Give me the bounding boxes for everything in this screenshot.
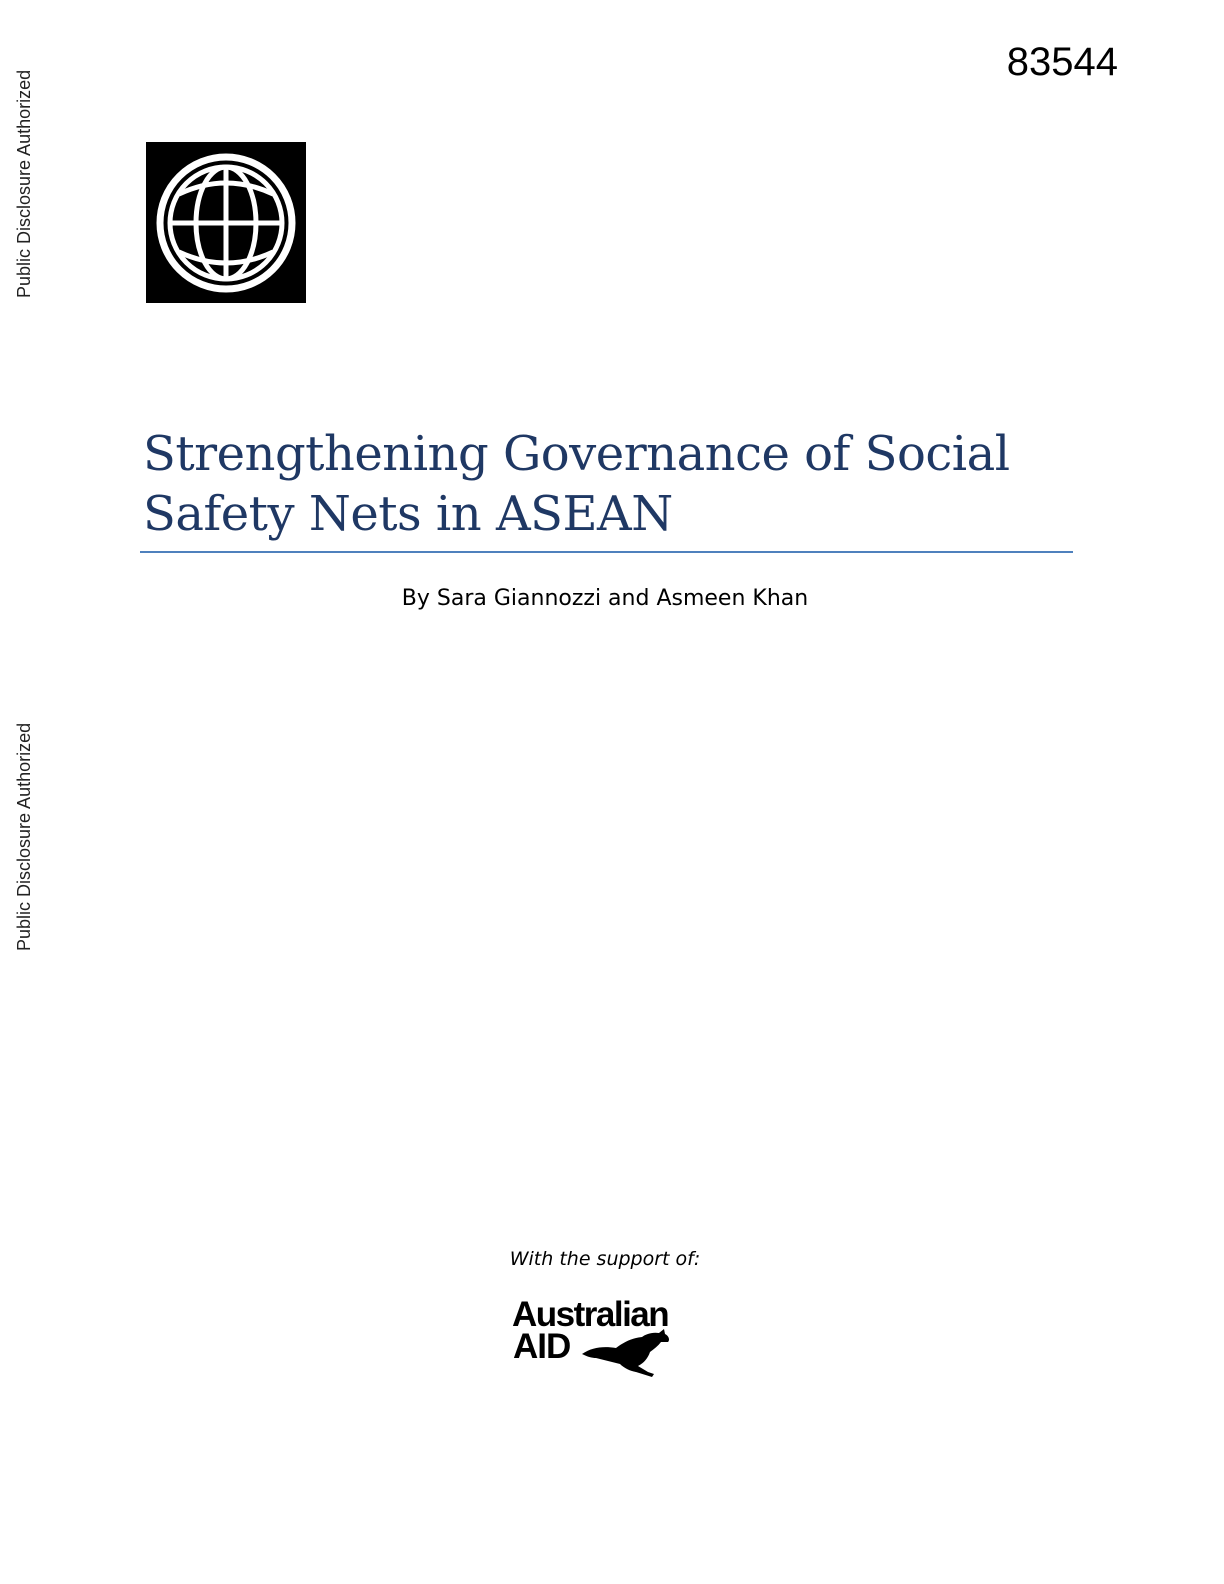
globe-icon	[146, 142, 306, 303]
title-line-2: Safety Nets in ASEAN	[143, 486, 673, 542]
australian-aid-line1: Australian	[512, 1295, 669, 1334]
australian-aid-logo	[512, 1292, 702, 1384]
title-underline	[140, 551, 1073, 553]
title-line-1: Strengthening Governance of Social	[143, 426, 1010, 482]
disclosure-stamp-top: Public Disclosure Authorized	[14, 69, 34, 298]
support-caption: With the support of:	[509, 1248, 701, 1270]
disclosure-stamp-middle: Public Disclosure Authorized	[14, 722, 34, 951]
authors-line: By Sara Giannozzi and Asmeen Khan	[401, 586, 809, 611]
document-number: 83544	[1006, 40, 1118, 84]
document-title	[143, 424, 1043, 544]
australian-aid-line2: AID	[513, 1327, 571, 1366]
kangaroo-icon	[582, 1329, 669, 1377]
world-bank-logo	[146, 142, 306, 303]
